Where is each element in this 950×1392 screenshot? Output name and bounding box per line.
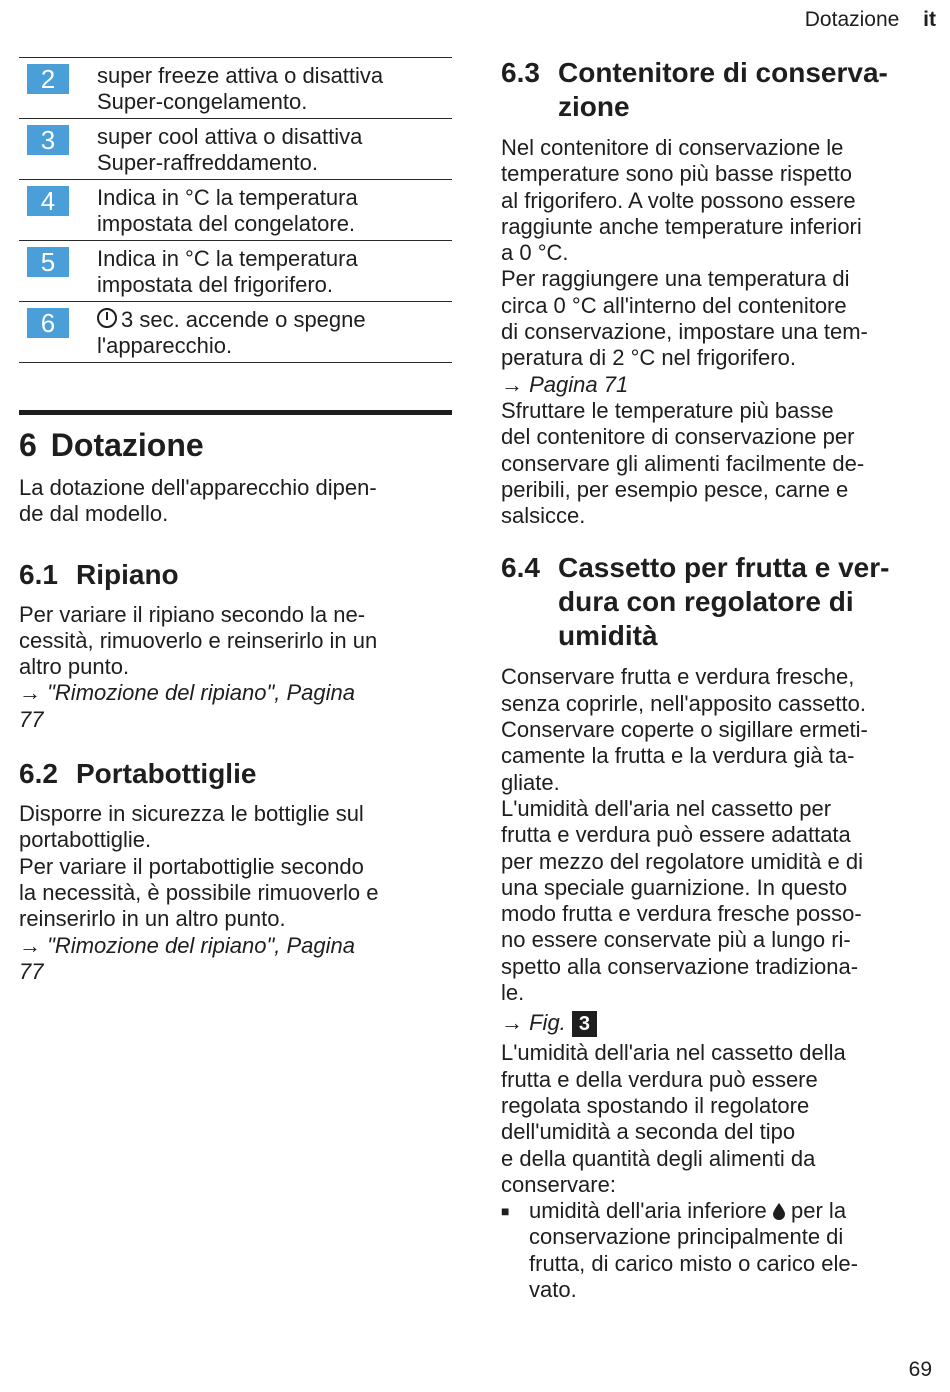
text-line: spetto alla conservazione tradiziona- — [501, 953, 859, 979]
text-line: Sfruttare le temperature più basse — [501, 397, 834, 423]
section-body — [501, 1040, 936, 1198]
text-line: peribili, per esempio pesce, carne e — [501, 476, 849, 502]
text-line: altro punto. — [19, 654, 130, 680]
text-line: zione — [558, 91, 630, 122]
running-header — [805, 8, 936, 32]
text-line: → Fig. — [501, 1010, 566, 1036]
section-title — [558, 56, 888, 124]
legend-number-badge: 5 — [27, 247, 69, 277]
text-line: del contenitore di conservazione per — [501, 424, 855, 450]
text-line: gliate. — [501, 769, 560, 795]
legend-description — [97, 307, 366, 359]
bullet-square-icon: ■ — [501, 1203, 510, 1220]
legend-row — [19, 180, 452, 241]
text-line: portabottiglie. — [19, 827, 152, 853]
bullet-text — [529, 1198, 858, 1303]
text-line: → "Rimozione del ripiano", Pagina — [19, 932, 356, 958]
text-line: conservare gli alimenti facilmente de- — [501, 450, 865, 476]
text-line: Conservare frutta e verdura fresche, — [501, 664, 855, 690]
figure-reference-link[interactable] — [501, 1010, 936, 1037]
legend-description — [97, 246, 358, 298]
text-line: Per variare il portabottiglie secondo — [19, 853, 364, 879]
text-line: al frigorifero. A volte possono essere — [501, 187, 856, 213]
bullet-list-item — [501, 1198, 936, 1303]
text-line: Per variare il ripiano secondo la ne- — [19, 601, 366, 627]
text-line: vato. — [529, 1276, 577, 1302]
page-number: 69 — [908, 1358, 932, 1381]
legend-line: impostata del frigorifero. — [97, 272, 333, 297]
section-body — [501, 664, 936, 1006]
right-column — [501, 56, 936, 1303]
text-line: una speciale guarnizione. In questo — [501, 874, 848, 900]
text-line: Conservare coperte o sigillare ermeti- — [501, 717, 868, 743]
section-heading-6-1 — [19, 558, 452, 592]
text-line: frutta, di carico misto o carico ele- — [529, 1250, 858, 1276]
section-title: Ripiano — [76, 558, 179, 590]
section-body — [501, 135, 936, 372]
text-line: umidità — [558, 620, 658, 652]
legend-line: Indica in °C la temperatura — [97, 185, 358, 210]
water-drop-icon — [773, 1203, 785, 1220]
section-heading-6-2 — [19, 757, 452, 791]
chapter-heading — [19, 425, 452, 465]
legend-description — [97, 185, 358, 237]
text-line: umidità dell'aria inferiore — [529, 1198, 767, 1224]
text-line: conservazione principalmente di — [529, 1224, 844, 1250]
text-line: Per raggiungere una temperatura di — [501, 266, 850, 292]
text-line: peratura di 2 °C nel frigorifero. — [501, 345, 796, 371]
legend-description — [97, 63, 383, 115]
legend-row — [19, 119, 452, 180]
cross-reference-link[interactable]: → Pagina 71 — [501, 371, 629, 397]
chapter-number: 6 — [19, 427, 37, 463]
text-line: modo frutta e verdura fresche posso- — [501, 901, 862, 927]
text-line: conservare: — [501, 1171, 616, 1197]
text-line: Cassetto per frutta e ver- — [558, 552, 890, 584]
section-heading-6-4 — [501, 551, 936, 653]
legend-number-badge: 6 — [27, 308, 69, 338]
cross-reference-link[interactable] — [19, 933, 452, 986]
legend-line — [97, 307, 366, 333]
legend-row — [19, 241, 452, 302]
text-line: regolata spostando il regolatore — [501, 1092, 810, 1118]
text-line: L'umidità dell'aria nel cassetto per — [501, 795, 832, 821]
section-number: 6.2 — [19, 758, 58, 790]
text-line: dura con regolatore di — [558, 586, 854, 618]
legend-number-badge: 2 — [27, 64, 69, 94]
section-title: Portabottiglie — [76, 758, 257, 790]
text-line: Contenitore di conserva- — [558, 57, 888, 88]
text-line: frutta e della verdura può essere — [501, 1066, 818, 1092]
text-line: di conservazione, impostare una tem- — [501, 319, 868, 345]
legend-line-text: 3 sec. accende o spegne — [121, 307, 366, 332]
text-line: la necessità, è possibile rimuoverlo e — [19, 879, 379, 905]
text-line: Disporre in sicurezza le bottiglie sul — [19, 801, 364, 827]
text-line: reinserirlo in un altro punto. — [19, 906, 286, 932]
text-line: 77 — [19, 706, 44, 732]
left-column — [19, 57, 452, 985]
text-line: dell'umidità a seconda del tipo — [501, 1119, 796, 1145]
text-line: → "Rimozione del ripiano", Pagina — [19, 680, 356, 706]
text-line: per la — [791, 1198, 847, 1224]
legend-line: impostata del congelatore. — [97, 211, 356, 236]
text-line: cessità, rimuoverlo e reinserirlo in un — [19, 627, 378, 653]
text-line: le. — [501, 980, 525, 1006]
text-line: a 0 °C. — [501, 240, 569, 266]
text-line: frutta e verdura può essere adattata — [501, 822, 851, 848]
legend-number-badge: 3 — [27, 125, 69, 155]
legend-description — [97, 124, 362, 176]
power-icon — [97, 308, 117, 328]
legend-line: Super-congelamento. — [97, 89, 308, 114]
text-line: senza coprirle, nell'apposito cassetto. — [501, 690, 866, 716]
text-line: salsicce. — [501, 503, 586, 529]
legend-line: super freeze attiva o disattiva — [97, 63, 384, 88]
header-section-title: Dotazione — [804, 8, 900, 31]
cross-reference-link[interactable] — [19, 680, 452, 733]
legend-line: super cool attiva o disattiva — [97, 124, 363, 149]
legend-line: Super-raffreddamento. — [97, 150, 318, 175]
section-body — [19, 602, 452, 681]
section-number: 6.4 — [501, 552, 540, 584]
legend-line: l'apparecchio. — [97, 333, 233, 358]
text-line: de dal modello. — [19, 501, 169, 527]
text-line: La dotazione dell'apparecchio dipen- — [19, 475, 377, 500]
text-line: 77 — [19, 958, 44, 984]
legend-row — [19, 58, 452, 119]
figure-number-badge: 3 — [572, 1011, 597, 1037]
text-line: e della quantità degli alimenti da — [501, 1145, 816, 1171]
text-line: Nel contenitore di conservazione le — [501, 135, 844, 160]
section-heading-6-3 — [501, 56, 936, 124]
section-body — [501, 398, 936, 529]
control-legend-table — [19, 57, 452, 363]
text-line: temperature sono più basse rispetto — [501, 161, 852, 187]
text-line: no essere conservate più a lungo ri- — [501, 927, 851, 953]
legend-number-badge: 4 — [27, 186, 69, 216]
text-line: raggiunte anche temperature inferiori — [501, 213, 862, 239]
chapter-title: Dotazione — [50, 427, 204, 463]
section-title — [558, 551, 889, 653]
text-line: L'umidità dell'aria nel cassetto della — [501, 1040, 846, 1066]
section-number: 6.3 — [501, 57, 540, 88]
text-line: camente la frutta e la verdura già ta- — [501, 743, 855, 769]
text-line: per mezzo del regolatore umidità e di — [501, 848, 863, 874]
legend-line: Indica in °C la temperatura — [97, 246, 358, 271]
section-body — [19, 801, 452, 932]
header-language: it — [923, 8, 936, 31]
section-number: 6.1 — [19, 558, 58, 590]
chapter-intro — [19, 475, 452, 528]
text-line: circa 0 °C all'interno del contenitore — [501, 292, 847, 318]
legend-row — [19, 302, 452, 363]
chapter-divider — [19, 410, 452, 415]
